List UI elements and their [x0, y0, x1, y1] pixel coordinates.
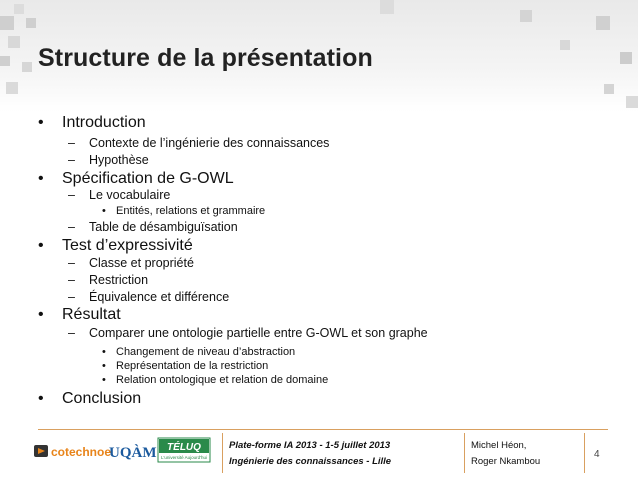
sub-bullet-text: Contexte de l’ingénierie des connaissances — [89, 136, 330, 150]
footer-separator — [464, 433, 465, 473]
decor-square — [596, 16, 610, 30]
sub-sub-bullet-text: Changement de niveau d’abstraction — [116, 346, 296, 358]
sub-bullet-text: Comparer une ontologie partielle entre G-OWL et son graphe — [89, 326, 428, 340]
bullet-text: Conclusion — [62, 390, 142, 407]
dash-symbol: – — [68, 136, 75, 150]
page-number: 4 — [594, 449, 600, 460]
teluq-logo-text: TÉLUQ — [167, 442, 201, 453]
bullet-symbol: • — [38, 237, 44, 254]
decor-square — [604, 84, 614, 94]
teluq-logo-tagline: L'université Aujourd'hui — [161, 455, 207, 460]
decor-square — [620, 52, 632, 64]
cotechnoe-logo-text: cotechnoe — [51, 445, 112, 459]
dash-symbol: – — [68, 220, 75, 234]
bullet-symbol: • — [38, 306, 44, 323]
decor-square — [626, 96, 638, 108]
teluq-logo — [158, 436, 210, 464]
dash-symbol: – — [68, 153, 75, 167]
decor-square — [520, 10, 532, 22]
decor-square — [0, 56, 10, 66]
footer-separator — [222, 433, 223, 473]
sub-bullet-text: Restriction — [89, 273, 149, 287]
slide-title: Structure de la présentation — [38, 44, 373, 72]
decor-square — [8, 36, 20, 48]
bullet-text: Introduction — [62, 114, 146, 131]
bullet-symbol: • — [102, 360, 106, 372]
bullet-symbol: • — [38, 170, 44, 187]
decor-square — [14, 4, 24, 14]
uqam-logo-text: UQÀM — [109, 445, 157, 461]
bullet-symbol: • — [102, 374, 106, 386]
uqam-logo — [108, 439, 157, 463]
sub-bullet-text: Classe et propriété — [89, 256, 194, 270]
sub-bullet-text: Hypothèse — [89, 153, 149, 167]
sub-sub-bullet-text: Représentation de la restriction — [116, 360, 269, 372]
sub-sub-bullet-text: Entités, relations et grammaire — [116, 205, 266, 217]
decor-square — [0, 16, 14, 30]
bullet-symbol: • — [38, 114, 44, 131]
footer-event-line2: Ingénierie des connaissances - Lille — [229, 456, 392, 467]
dash-symbol: – — [68, 326, 75, 340]
footer-separator — [584, 433, 585, 473]
decor-square — [26, 18, 36, 28]
bullet-symbol: • — [102, 205, 106, 217]
sub-bullet-text: Équivalence et différence — [89, 290, 230, 304]
sub-bullet-text: Le vocabulaire — [89, 188, 171, 202]
decor-square — [22, 62, 32, 72]
footer-event-line1: Plate-forme IA 2013 - 1-5 juillet 2013 — [229, 440, 391, 451]
decor-square — [6, 82, 18, 94]
decor-square — [380, 0, 394, 14]
dash-symbol: – — [68, 290, 75, 304]
sub-bullet-text: Table de désambiguïsation — [89, 220, 238, 234]
footer-author-line2: Roger Nkambou — [471, 456, 541, 467]
decor-square — [560, 40, 570, 50]
bullet-text: Test d’expressivité — [62, 237, 193, 254]
dash-symbol: – — [68, 273, 75, 287]
dash-symbol: – — [68, 188, 75, 202]
cotechnoe-logo — [34, 440, 112, 462]
dash-symbol: – — [68, 256, 75, 270]
bullet-symbol: • — [102, 346, 106, 358]
footer-rule — [38, 429, 608, 430]
footer-author-line1: Michel Héon, — [471, 440, 527, 451]
bullet-text: Résultat — [62, 306, 121, 323]
bullet-text: Spécification de G-OWL — [62, 170, 234, 187]
sub-sub-bullet-text: Relation ontologique et relation de domaine — [116, 374, 329, 386]
bullet-symbol: • — [38, 390, 44, 407]
